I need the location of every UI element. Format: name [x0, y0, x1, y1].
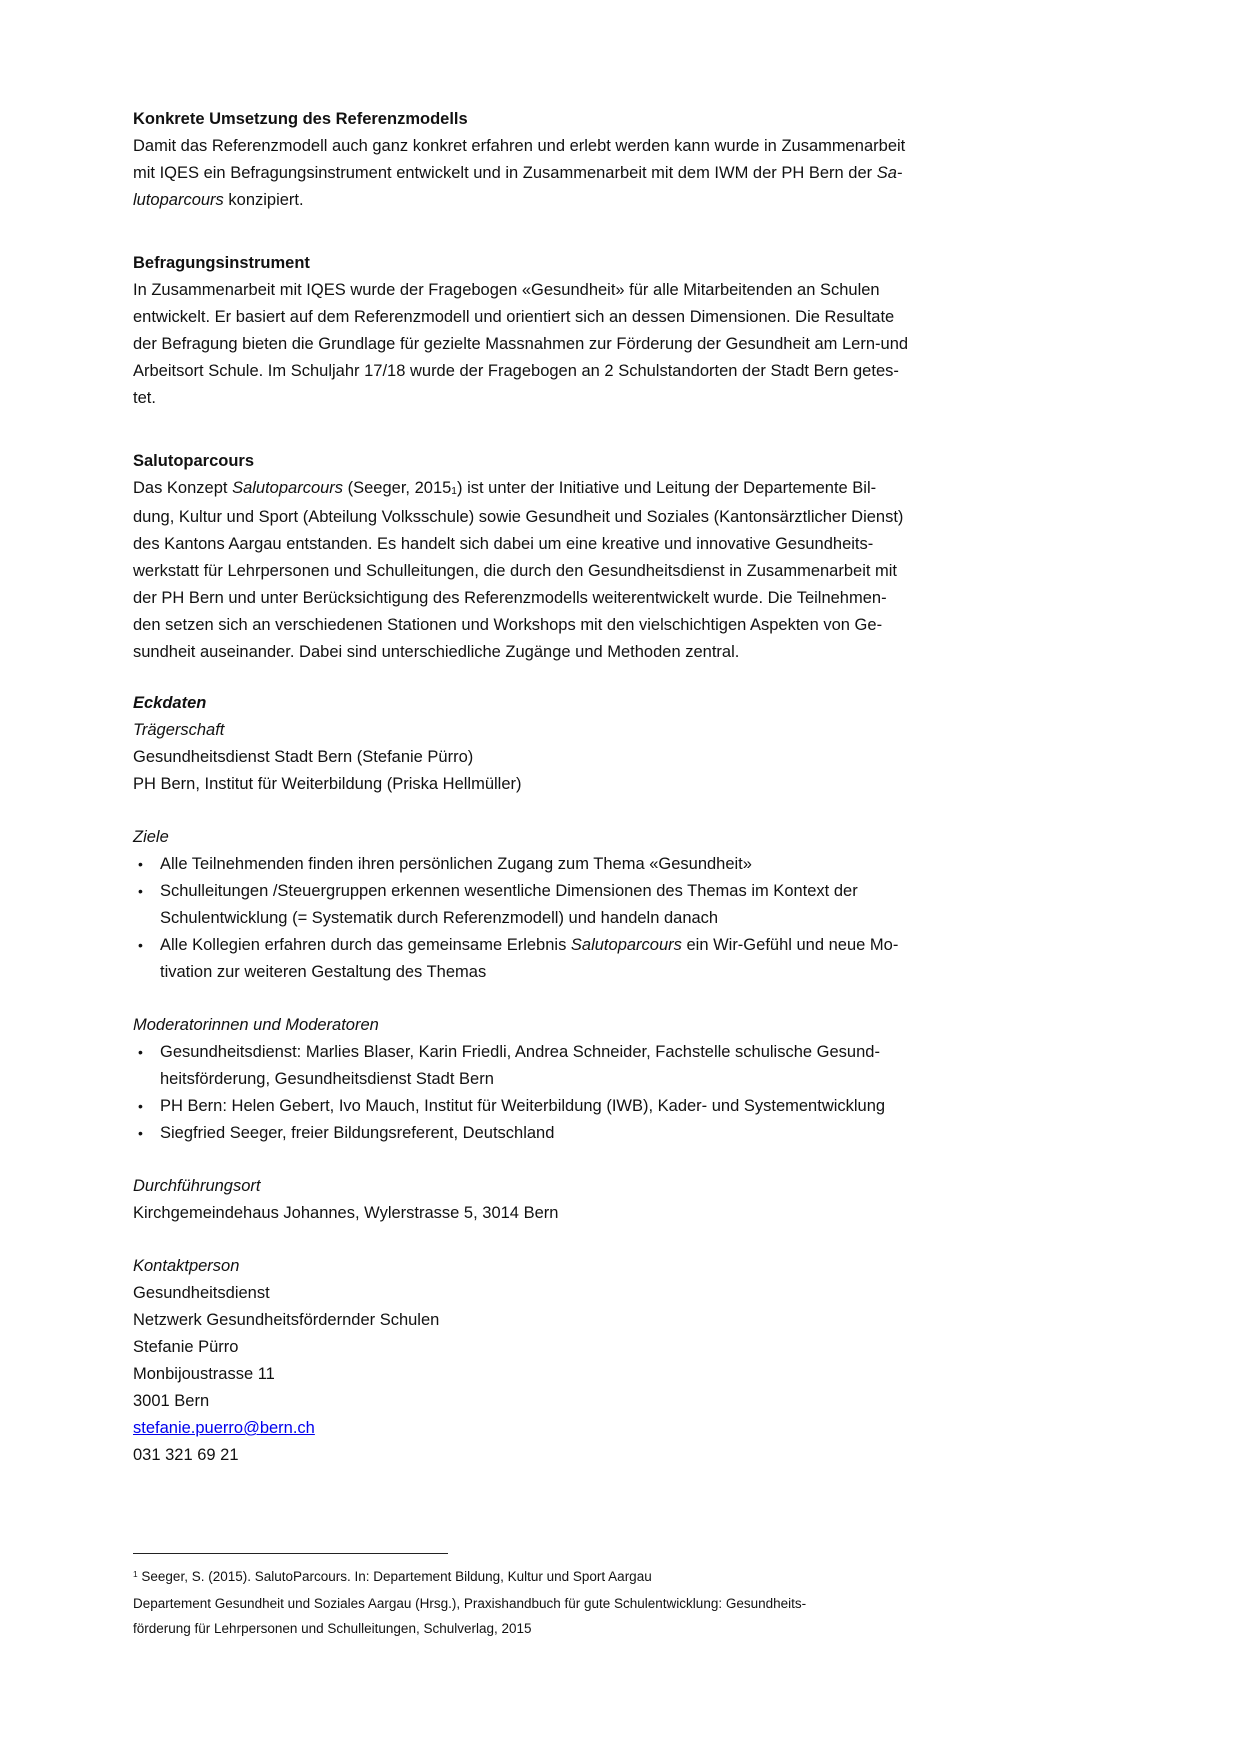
bullet-icon: •	[138, 1098, 143, 1114]
heading-konkrete-umsetzung: Konkrete Umsetzung des Referenzmodells	[133, 110, 468, 128]
paragraph-salutoparcours: Das Konzept Salutoparcours (Seeger, 20151) ist unter der Initiative und Leitung der Departemente Bil- dung, Kultur und Sport (Abteilung Volksschule) sowie Gesundheit und Soziales (Kantonsärztlicher Dienst) des Kantons Aargau entstanden. Es handelt sich dabei um eine kreative und innovative Gesundheits- werkstatt für Lehrpersonen und Schulleitungen, die durch den Gesundheitsdienst in Zusammenarbeit mit der PH Bern und unter Berücksichtigung des Referenzmodells weiterentwickelt wurde. Die Teilnehmen- den setzen sich an verschiedenen Stationen und Workshops mit den vielschichtigen Aspekten von Ge- sundheit auseinander. Dabei sind unterschiedliche Zugänge und Methoden zentral.	[133, 479, 904, 661]
list-item-text: PH Bern: Helen Gebert, Ivo Mauch, Institut für Weiterbildung (IWB), Kader- und Systementwicklung	[160, 1097, 886, 1115]
footnote-marker: 1	[133, 1569, 138, 1580]
list-item	[133, 878, 978, 932]
bullet-icon: •	[138, 856, 143, 872]
italic-term: Sa-	[876, 164, 903, 182]
list-item-text: Siegfried Seeger, freier Bildungsreferent, Deutschland	[160, 1124, 555, 1142]
kontakt-details: Gesundheitsdienst Netzwerk Gesundheitsfördernder Schulen Stefanie Pürro Monbijoustrasse 11 3001 Bern stefanie.puerro@bern.ch 031 321 69 21	[133, 1284, 440, 1464]
bullet-icon: •	[138, 1044, 143, 1060]
list-item-text: Alle Kollegien erfahren durch das gemeinsame Erlebnis Salutoparcours ein Wir-Gefühl und neue Mo- tivation zur weiteren Gestaltung des Themas	[160, 936, 899, 981]
list-item-text: Schulleitungen /Steuergruppen erkennen wesentliche Dimensionen des Themas im Kontext der Schulentwicklung (= Systematik durch Referenzmodell) und handeln danach	[160, 882, 858, 927]
bullet-icon: •	[138, 937, 143, 953]
label-moderatoren: Moderatorinnen und Moderatoren	[133, 1016, 379, 1034]
bullet-icon: •	[138, 1125, 143, 1141]
list-item	[133, 1093, 978, 1120]
label-traegerschaft: Trägerschaft	[133, 721, 225, 739]
italic-term: Salutoparcours	[570, 936, 682, 954]
moderatoren-list	[133, 1039, 978, 1147]
label-kontaktperson: Kontaktperson	[133, 1257, 240, 1275]
traegerschaft-lines: Gesundheitsdienst Stadt Bern (Stefanie Pürro) PH Bern, Institut für Weiterbildung (Priska Hellmüller)	[133, 748, 522, 793]
ziele-list	[133, 851, 978, 986]
list-item	[133, 1039, 978, 1093]
footnote-text: $^1$ Seeger, S. (2015). SalutoParcours. In: Departement Bildung, Kultur und Sport Aargau Departement Gesundheit und Soziales Aargau (Hrsg.), Praxishandbuch für gute Schulentwicklung: Gesundheits- förderung für Lehrpersonen und Schulleitungen, Schulverlag, 2015	[133, 1569, 807, 1636]
list-item	[133, 1120, 978, 1147]
list-item	[133, 932, 978, 986]
email-link[interactable]: stefanie.puerro@bern.ch	[133, 1419, 315, 1437]
paragraph-befragungsinstrument: In Zusammenarbeit mit IQES wurde der Fragebogen «Gesundheit» für alle Mitarbeitenden an Schulen entwickelt. Er basiert auf dem Referenzmodell und orientiert sich an dessen Dimensionen. Die Resultate der Befragung bieten die Grundlage für gezielte Massnahmen zur Förderung der Gesundheit am Lern-und Arbeitsort Schule. Im Schuljahr 17/18 wurde der Fragebogen an 2 Schulstandorten der Stadt Bern getes- tet.	[133, 281, 909, 407]
label-durchfuehrungsort: Durchführungsort	[133, 1177, 261, 1195]
italic-term: lutoparcours	[133, 191, 224, 209]
heading-salutoparcours: Salutoparcours	[133, 452, 255, 470]
heading-eckdaten: Eckdaten	[133, 694, 207, 712]
list-item	[133, 851, 978, 878]
list-item-text: Alle Teilnehmenden finden ihren persönlichen Zugang zum Thema «Gesundheit»	[160, 855, 752, 873]
italic-term: Salutoparcours	[232, 479, 344, 497]
list-item-text: Gesundheitsdienst: Marlies Blaser, Karin Friedli, Andrea Schneider, Fachstelle schulische Gesund- heitsförderung, Gesundheitsdienst Stadt Bern	[160, 1043, 880, 1088]
durchfuehrungsort-line: Kirchgemeindehaus Johannes, Wylerstrasse 5, 3014 Bern	[133, 1204, 559, 1222]
paragraph-intro: Damit das Referenzmodell auch ganz konkret erfahren und erlebt werden kann wurde in Zusammenarbeit mit IQES ein Befragungsinstrument entwickelt und in Zusammenarbeit mit dem IWM der PH Bern der Sa- lutoparcours konzipiert.	[133, 137, 906, 209]
footnote-divider	[133, 1553, 448, 1554]
label-ziele: Ziele	[133, 828, 169, 846]
bullet-icon: •	[138, 883, 143, 899]
footnote-reference: 1	[451, 485, 457, 497]
heading-befragungsinstrument: Befragungsinstrument	[133, 254, 310, 272]
